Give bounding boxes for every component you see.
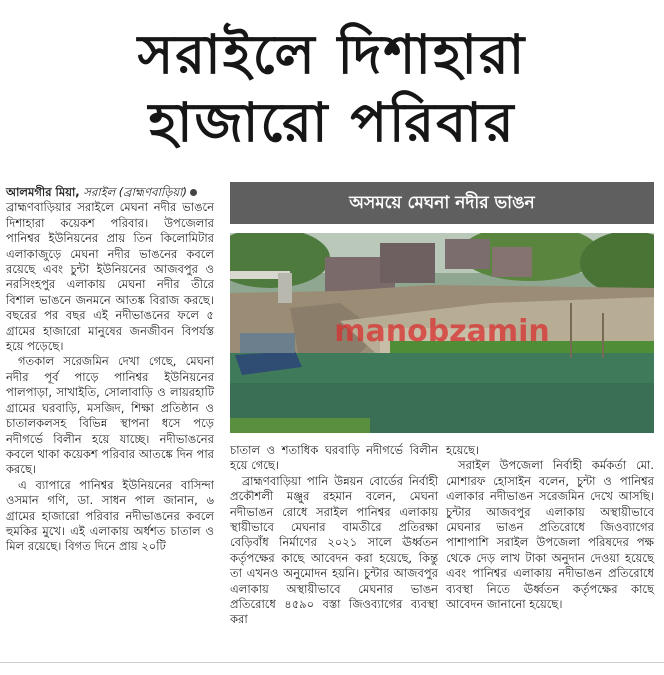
paragraph: গতকাল সরেজমিন দেখা গেছে, মেঘনা নদীর পূর্ব পাড়ে পানিশ্বর ইউনিয়নের পালপাড়া, সাখাইতি, সোলাবাড়ি ও লায়রহাটি গ্রামের ঘরবাড়ি, মসজিদ, শিক্ষা প্রতিষ্ঠান ও চাতালকলসহ বিভিন্ন স্থাপনা ধসে পড়ে নদীগর্ভে বিলীন হয়ে যাচ্ছে। নদীভাঙনের কবলে থাকা কয়েকশ পরিবার আতঙ্কে দিন পার করছে। (6, 354, 214, 477)
photo-watermark: manobzamin (334, 314, 550, 349)
paragraph: ব্রাহ্মণবাড়িয়া পানি উন্নয়ন বোর্ডের নির্বাহী প্রকৌশলী মঞ্জুর রহমান বলেন, মেঘনা নদীভাঙন রোধে সরাইল পানিশ্বর এলাকায় স্থায়ীভাবে মেঘনার বামতীরে প্রতিরক্ষা বেড়িবাঁধ নির্মাণের ২০২১ সালে ঊর্ধ্বতন কর্তৃপক্ষের কাছে আবেদন করা হয়েছে, কিন্তু তা এখনও অনুমোদন হয়নি। চুন্টার আজবপুর এলাকায় অস্থায়ীভাবে মেঘনার ভাঙন প্রতিরোধে ৪৫৯০ বস্তা জিওব্যাগের ব্যবস্থা করা (230, 473, 438, 627)
paragraph: সরাইল উপজেলা নির্বাহী কর্মকর্তা মো. মোশারফ হোসাইন বলেন, চুন্টা ও পানিশ্বর এলাকার নদীভাঙন সরেজমিন দেখে আসছি। চুন্টার আজবপুর এলাকায় অস্থায়ীভাবে মেঘনার ভাঙন প্রতিরোধে জিওব্যাগের পাশাপাশি সরাইল উপজেলা পরিষদের পক্ষ থেকে দেড় লাখ টাকা অনুদান দেওয়া হয়েছে এবং পানিশ্বর এলাকায় নদীভাঙন প্রতিরোধে ব্যবস্থা নিতে ঊর্ধ্বতন কর্তৃপক্ষের কাছে আবেদন জানানো হয়েছে। (446, 458, 654, 612)
byline-place: সরাইল (ব্রাহ্মণবাড়িয়া) (83, 185, 187, 199)
article-column-left (6, 185, 214, 555)
byline (6, 185, 214, 200)
byline-name: আলমগীর মিয়া, (6, 185, 80, 199)
paragraph: এ ব্যাপারে পানিশ্বর ইউনিয়নের বাসিন্দা ওসমান গণি, ডা. সাধন পাল জানান, ৬ গ্রামের হাজারো পরিবার নদীভাঙনের কবলে হুমকির মুখে। এই এলাকায় অর্ধশত চাতাল ও মিল রয়েছে। বিগত দিনে প্রায় ২০টি (6, 477, 214, 554)
headline-line-2: হাজারো পরিবার (148, 91, 516, 154)
bullet-icon (190, 189, 197, 196)
bottom-divider (0, 662, 664, 663)
article-column-middle (230, 443, 438, 628)
subheadline-banner: অসময়ে মেঘনা নদীর ভাঙন (230, 182, 654, 224)
paragraph: হয়েছে। (446, 443, 480, 457)
headline-line-1: সরাইলে দিশাহারা (137, 23, 527, 86)
paragraph: চাতাল ও শতাধিক ঘরবাড়ি নদীগর্ভে বিলীন হয়ে গেছে। (230, 443, 438, 473)
paragraph: ব্রাহ্মণবাড়িয়ার সরাইলে মেঘনা নদীর ভাঙনে দিশাহারা কয়েকশ পরিবার। উপজেলার পানিশ্বর ইউনিয়নের প্রায় তিন কিলোমিটার এলাকাজুড়ে মেঘনা নদীর ভাঙনের কবলে রয়েছে এবং চুন্টা ইউনিয়নের আজবপুর ও নরসিংহপুর এলাকায় মেঘনা নদীর তীরে বিশাল ভাঙনে জনমনে আতঙ্ক বিরাজ করছে। বছরের পর বছর এই নদীভাঙনের ফলে ৫ গ্রামের হাজারো মানুষের জনজীবন বিপর্যস্ত হয়ে পড়েছে। (6, 200, 214, 354)
news-photo (230, 233, 654, 433)
article-column-right (446, 443, 654, 612)
